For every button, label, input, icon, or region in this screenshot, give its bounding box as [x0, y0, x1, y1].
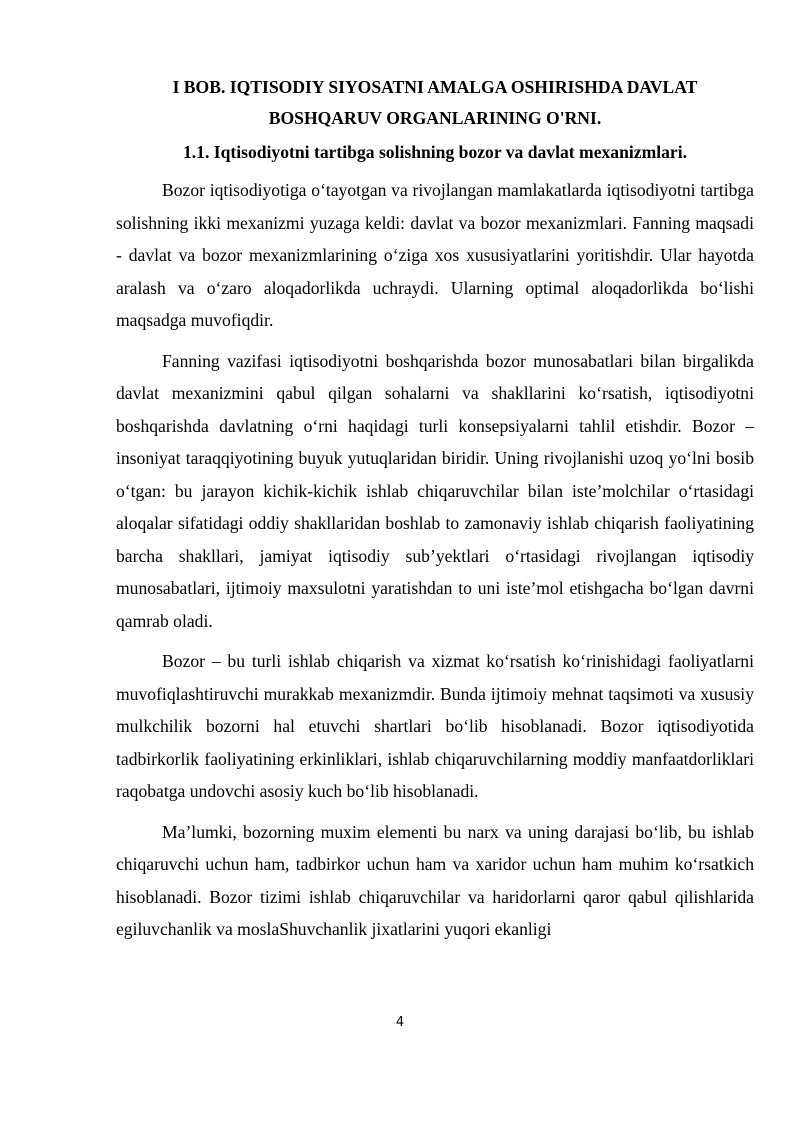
body-paragraph-3: Bozor – bu turli ishlab chiqarish va xizmat ko‘rsatish ko‘rinishidagi faoliyatlarni muvofiqlashtiruvchi murakkab mexanizmdir. Bunda ijtimoiy mehnat taqsimoti va xususiy mulkchilik bozorni hal etuvchi shartlari bo‘lib hisoblanadi. Bozor iqtisodiyotida tadbirkorlik faoliyatining erkinliklari, ishlab chiqaruvchilarning moddiy manfaatdorliklari raqobatga undovchi asosiy kuch bo‘lib hisoblanadi.	[116, 651, 754, 801]
page-number: 4	[395, 1015, 405, 1030]
chapter-title: I BOB. IQTISODIY SIYOSATNI AMALGA OSHIRISHDA DAVLAT BOSHQARUV ORGANLARINING O'RNI.	[172, 77, 698, 128]
body-paragraph-1: Bozor iqtisodiyotiga o‘tayotgan va rivojlangan mamlakatlarda iqtisodiyotni tartibga solishning ikki mexanizmi yuzaga keldi: davlat va bozor mexanizmlari. Fanning maqsadi - davlat va bozor mexanizmlarining o‘ziga xos xususiyatlarini yoritishdir. Ular hayotda aralash va o‘zaro aloqadorlikda uchraydi. Ularning optimal aloqadorlikda bo‘lishi maqsadga muvofiqdir.	[116, 180, 754, 330]
page-content	[116, 72, 754, 954]
body-paragraph-2: Fanning vazifasi iqtisodiyotni boshqarishda bozor munosabatlari bilan birgalikda davlat mexanizmini qabul qilgan sohalarni va shakllarini ko‘rsatish, iqtisodiyotni boshqarishda davlatning o‘rni haqidagi turli konsepsiyalarni tahlil etishdir. Bozor – insoniyat taraqqiyotining buyuk yutuqlaridan biridir. Uning rivojlanishi uzoq yo‘lni bosib o‘tgan: bu jarayon kichik-kichik ishlab chiqaruvchilar bilan iste’molchilar o‘rtasidagi aloqalar sifatidagi oddiy shakllaridan boshlab to zamonaviy ishlab chiqarish faoliyatining barcha shakllari, jamiyat iqtisodiy sub’yektlari o‘rtasidagi rivojlangan iqtisodiy munosabatlari, ijtimoiy maxsulotni yaratishdan to uni iste’mol etishgacha bo‘lgan davrni qamrab oladi.	[116, 350, 754, 631]
body-paragraph-4: Ma’lumki, bozorning muxim elementi bu narx va uning darajasi bo‘lib, bu ishlab chiqaruvchi uchun ham, tadbirkor uchun ham va xaridor uchun ham muhim ko‘rsatkich hisoblanadi. Bozor tizimi ishlab chiqaruvchilar va haridorlarni qaror qabul qilishlarida egiluvchanlik va moslaShuvchanlik jixatlarini yuqori ekanligi	[116, 821, 754, 939]
section-title: 1.1. Iqtisodiyotni tartibga solishning bozor va davlat mexanizmlari.	[182, 142, 688, 162]
